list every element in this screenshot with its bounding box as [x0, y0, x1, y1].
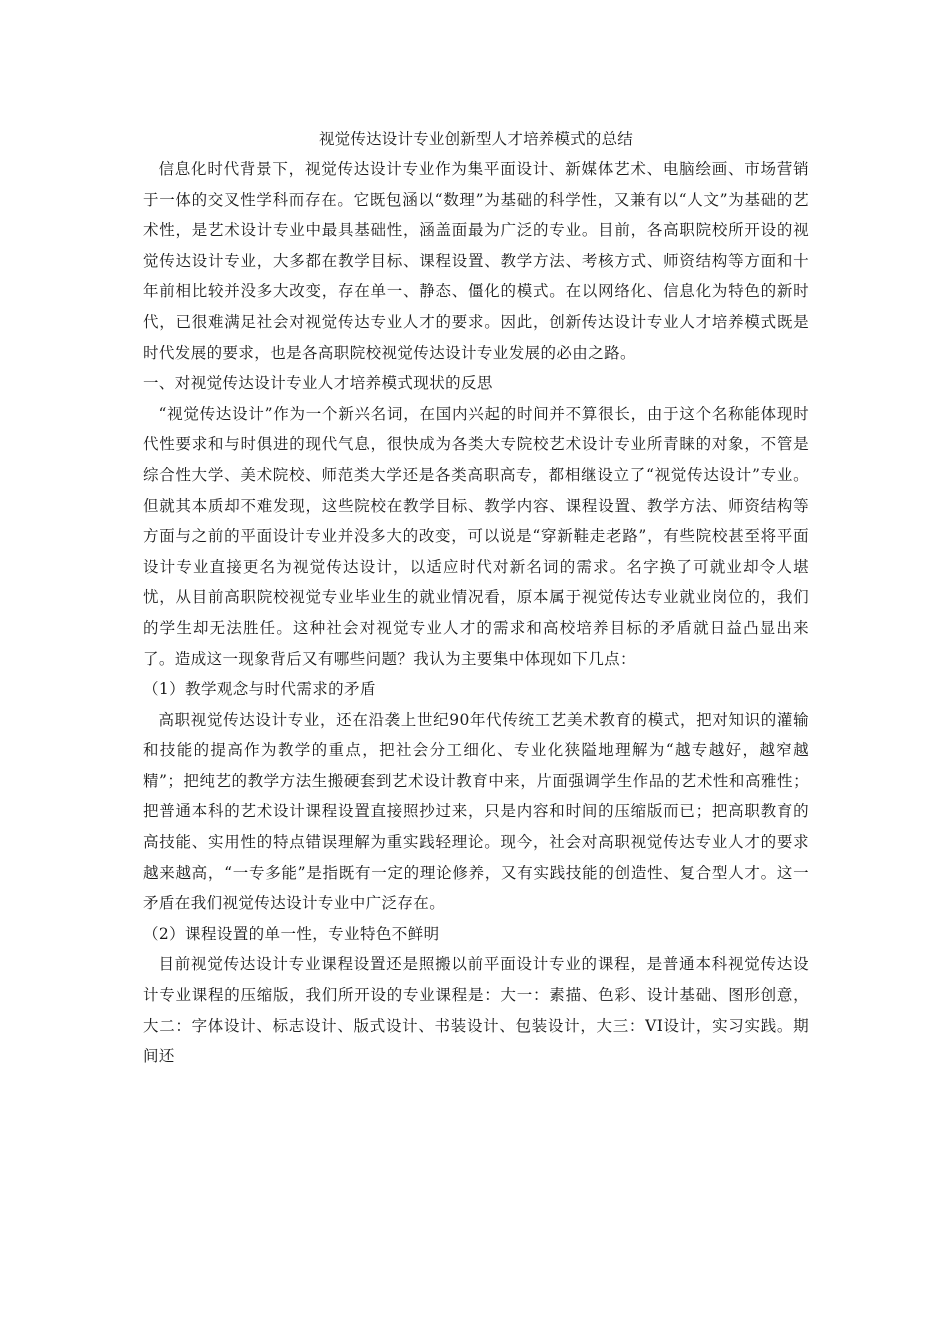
document-body — [143, 124, 809, 1072]
subsection-1-paragraph: 高职视觉传达设计专业，还在沿袭上世纪90年代传统工艺美术教育的模式，把对知识的灌输和技能的提高作为教学的重点，把社会分工细化、专业化狭隘地理解为“越专越好，越窄越精”；把纯艺的教学方法生搬硬套到艺术设计教育中来，片面强调学生作品的艺术性和高雅性；把普通本科的艺术设计课程设置直接照抄过来，只是内容和时间的压缩版而已；把高职教育的高技能、实用性的特点错误理解为重实践轻理论。现今，社会对高职视觉传达专业人才的要求越来越高，“一专多能”是指既有一定的理论修养，又有实践技能的创造性、复合型人才。这一矛盾在我们视觉传达设计专业中广泛存在。 — [143, 710, 809, 913]
section-1-paragraph: “视觉传达设计”作为一个新兴名词，在国内兴起的时间并不算很长，由于这个名称能体现时代性要求和与时俱进的现代气息，很快成为各类大专院校艺术设计专业所青睐的对象，不管是综合性大学、美术院校、师范类大学还是各类高职高专，都相继设立了“视觉传达设计”专业。但就其本质却不难发现，这些院校在教学目标、教学内容、课程设置、教学方法、师资结构等方面与之前的平面设计专业并没多大的改变，可以说是“穿新鞋走老路”，有些院校甚至将平面设计专业直接更名为视觉传达设计，以适应时代对新名词的需求。名字换了可就业却令人堪忧，从目前高职院校视觉专业毕业生的就业情况看，原本属于视觉传达专业就业岗位的，我们的学生却无法胜任。这种社会对视觉专业人才的需求和高校培养目标的矛盾就日益凸显出来了。造成这一现象背后又有哪些问题？我认为主要集中体现如下几点： — [143, 404, 809, 668]
subsection-1-heading: （1）教学观念与时代需求的矛盾 — [143, 680, 376, 699]
section-1-heading: 一、对视觉传达设计专业人才培养模式现状的反思 — [143, 374, 493, 393]
intro-paragraph: 信息化时代背景下，视觉传达设计专业作为集平面设计、新媒体艺术、电脑绘画、市场营销于一体的交叉性学科而存在。它既包涵以“数理”为基础的科学性，又兼有以“人文”为基础的艺术性，是艺术设计专业中最具基础性，涵盖面最为广泛的专业。目前，各高职院校所开设的视觉传达设计专业，大多都在教学目标、课程设置、教学方法、考核方式、师资结构等方面和十年前相比较并没多大改变，存在单一、静态、僵化的模式。在以网络化、信息化为特色的新时代，已很难满足社会对视觉传达专业人才的要求。因此，创新传达设计专业人才培养模式既是时代发展的要求，也是各高职院校视觉传达设计专业发展的必由之路。 — [143, 160, 809, 362]
document-title: 视觉传达设计专业创新型人才培养模式的总结 — [318, 130, 633, 148]
subsection-2-heading: （2）课程设置的单一性，专业特色不鲜明 — [143, 924, 440, 943]
subsection-2-paragraph: 目前视觉传达设计专业课程设置还是照搬以前平面设计专业的课程，是普通本科视觉传达设计专业课程的压缩版，我们所开设的专业课程是：大一：素描、色彩、设计基础、图形创意，大二：字体设计、标志设计、版式设计、书装设计、包装设计，大三：VI设计，实习实践。期间还 — [143, 955, 809, 1066]
